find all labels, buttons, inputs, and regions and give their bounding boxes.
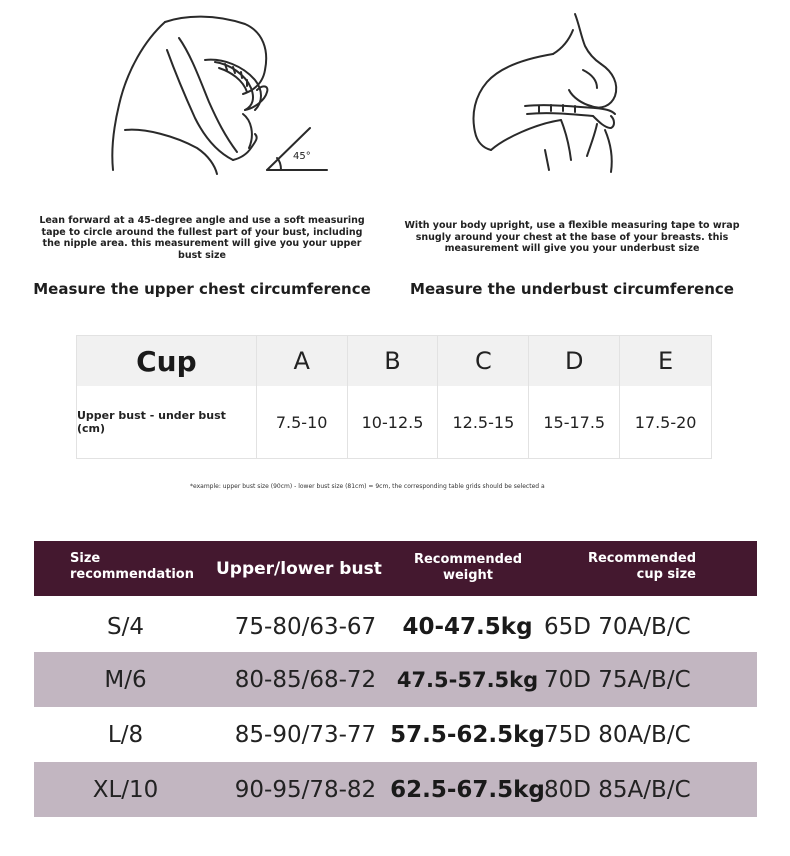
- cup-header-cell: [77, 336, 257, 386]
- bust-cell: 80-85/68-72: [234, 666, 377, 693]
- size-row: [34, 707, 757, 762]
- range-cell: [620, 386, 711, 458]
- upper-bust-title: Measure the upper chest circumference: [33, 280, 371, 298]
- size-row: [34, 652, 757, 707]
- cup-size-table: [76, 335, 712, 459]
- underbust-title: Measure the underbust circumference: [410, 280, 734, 298]
- cup-cell: 80D 85A/B/C: [544, 776, 691, 803]
- range-value: 17.5-20: [634, 412, 697, 432]
- size-header: Size recommendation: [70, 551, 194, 582]
- cup-table-range-row: [77, 386, 711, 458]
- size-table-header: [34, 541, 757, 596]
- underbust-illustration: [465, 10, 635, 175]
- bust-cell: 75-80/63-67: [234, 613, 377, 640]
- example-note: *example: upper bust size (90cm) - lower bust size (81cm) = 9cm, the corresponding table grids should be selected a: [190, 483, 545, 490]
- cup-table-header-row: [77, 336, 711, 386]
- bust-cell: 90-95/78-82: [234, 776, 377, 803]
- cup-letter-cell: [438, 336, 529, 386]
- range-cell: [348, 386, 439, 458]
- range-label-cell: [77, 386, 257, 458]
- cup-letter-cell: [529, 336, 620, 386]
- cup-letter: C: [474, 347, 492, 375]
- size-cell: S/4: [107, 613, 144, 640]
- cup-letter: D: [564, 347, 584, 375]
- weight-cell: 47.5-57.5kg: [396, 667, 539, 692]
- cup-header-label: Cup: [136, 344, 197, 378]
- weight-cell: 62.5-67.5kg: [390, 776, 545, 803]
- size-row: [34, 599, 757, 654]
- bust-header: Upper/lower bust: [216, 559, 382, 579]
- cup-cell: 65D 70A/B/C: [544, 613, 691, 640]
- range-value: 7.5-10: [275, 412, 328, 432]
- weight-cell: 40-47.5kg: [402, 613, 533, 640]
- size-row: [34, 762, 757, 817]
- cup-letter-cell: [348, 336, 439, 386]
- upper-bust-description: Lean forward at a 45-degree angle and use a soft measuring tape to circle around the fullest part of your bust, including the nipple area. this measurement will give you your upper bust size: [39, 215, 365, 261]
- range-cell: [257, 386, 348, 458]
- weight-cell: 57.5-62.5kg: [390, 721, 545, 748]
- cup-header: Recommended cup size: [587, 551, 696, 582]
- range-row-label: Upper bust - under bust (cm): [77, 409, 226, 435]
- cup-cell: 75D 80A/B/C: [544, 721, 691, 748]
- range-cell: [529, 386, 620, 458]
- cup-cell: 70D 75A/B/C: [544, 666, 691, 693]
- size-cell: L/8: [107, 721, 144, 748]
- bust-cell: 85-90/73-77: [234, 721, 377, 748]
- underbust-description: With your body upright, use a flexible measuring tape to wrap snugly around your chest at the base of your breasts. this measurement will give you your underbust size: [404, 220, 740, 254]
- cup-letter: E: [658, 347, 674, 375]
- range-cell: [438, 386, 529, 458]
- size-cell: M/6: [104, 666, 147, 693]
- range-value: 10-12.5: [361, 412, 424, 432]
- upper-bust-illustration: [105, 10, 335, 175]
- cup-letter-cell: [620, 336, 711, 386]
- angle-label: 45°: [293, 151, 311, 162]
- size-cell: XL/10: [92, 776, 159, 803]
- range-value: 15-17.5: [543, 412, 606, 432]
- cup-letter-cell: [257, 336, 348, 386]
- cup-letter: B: [384, 347, 401, 375]
- weight-header: Recommended weight: [413, 552, 523, 583]
- cup-letter: A: [293, 347, 310, 375]
- range-value: 12.5-15: [452, 412, 515, 432]
